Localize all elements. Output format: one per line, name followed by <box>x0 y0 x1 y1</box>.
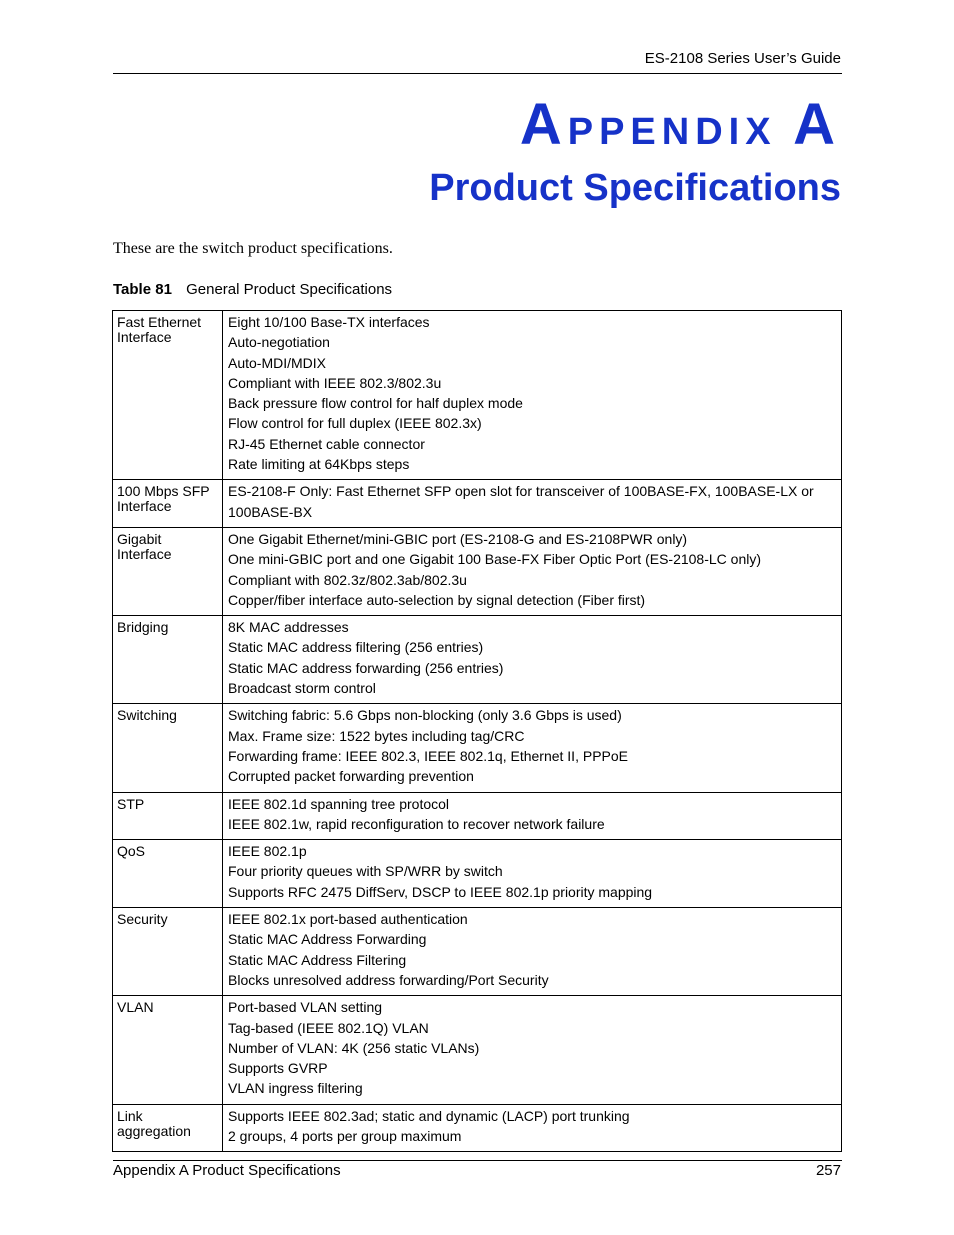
detail-line: Forwarding frame: IEEE 802.3, IEEE 802.1q, Ethernet II, PPPoE <box>228 747 628 764</box>
detail-line: ES-2108-F Only: Fast Ethernet SFP open slot for transceiver of 100BASE-FX, 100BASE-LX or 100BASE-BX <box>228 483 814 520</box>
spec-table <box>112 310 842 1152</box>
footer-section-title: Appendix A Product Specifications <box>113 1162 341 1179</box>
detail-line: IEEE 802.1x port-based authentication <box>228 911 468 928</box>
detail-line: Supports RFC 2475 DiffServ, DSCP to IEEE 802.1p priority mapping <box>228 883 653 900</box>
detail-line: Back pressure flow control for half duplex mode <box>228 395 523 412</box>
table-row <box>113 792 842 840</box>
table-caption <box>113 281 392 298</box>
spec-table-body <box>113 311 842 1152</box>
detail-line: Compliant with IEEE 802.3/802.3u <box>228 374 442 391</box>
details-cell <box>223 704 842 792</box>
table-row <box>113 1104 842 1152</box>
table-row <box>113 616 842 704</box>
detail-line: Switching fabric: 5.6 Gbps non-blocking (only 3.6 Gbps is used) <box>228 707 622 724</box>
detail-line: Number of VLAN: 4K (256 static VLANs) <box>228 1039 480 1056</box>
detail-line: IEEE 802.1p <box>228 843 307 860</box>
detail-line: Static MAC Address Filtering <box>228 951 407 968</box>
detail-line: Flow control for full duplex (IEEE 802.3x) <box>228 415 482 432</box>
table-row <box>113 996 842 1104</box>
feature-cell: Link aggregation <box>113 1104 223 1152</box>
detail-line: Blocks unresolved address forwarding/Port Security <box>228 971 549 988</box>
table-row <box>113 840 842 908</box>
detail-line: Four priority queues with SP/WRR by switch <box>228 863 503 880</box>
footer-rule <box>113 1160 842 1161</box>
feature-cell: Gigabit Interface <box>113 527 223 615</box>
running-header-title: ES-2108 Series User’s Guide <box>644 50 841 67</box>
header-rule <box>113 73 842 74</box>
table-row <box>113 480 842 528</box>
table-caption-title: General Product Specifications <box>186 281 393 298</box>
detail-line: One Gigabit Ethernet/mini-GBIC port (ES-2108-G and ES-2108PWR only) <box>228 530 688 547</box>
detail-line: Copper/fiber interface auto-selection by signal detection (Fiber first) <box>228 591 646 608</box>
detail-line: Port-based VLAN setting <box>228 999 383 1016</box>
detail-line: Broadcast storm control <box>228 680 376 697</box>
table-row <box>113 311 842 480</box>
appendix-word-rest: PPENDIX <box>567 111 777 153</box>
detail-line: RJ-45 Ethernet cable connector <box>228 435 425 452</box>
detail-line: Eight 10/100 Base-TX interfaces <box>228 314 430 330</box>
detail-line: 8K MAC addresses <box>228 619 349 636</box>
detail-line: Static MAC address forwarding (256 entries) <box>228 659 504 676</box>
feature-cell: 100 Mbps SFP Interface <box>113 480 223 528</box>
details-cell <box>223 840 842 908</box>
detail-line: Tag-based (IEEE 802.1Q) VLAN <box>228 1019 429 1036</box>
table-row <box>113 527 842 615</box>
detail-line: Max. Frame size: 1522 bytes including tag/CRC <box>228 727 525 744</box>
details-cell <box>223 1104 842 1152</box>
chapter-title: Product Specifications <box>429 167 841 209</box>
page-number: 257 <box>815 1162 841 1179</box>
details-cell <box>223 792 842 840</box>
details-cell <box>223 908 842 996</box>
table-caption-number: Table 81 <box>113 281 172 298</box>
detail-line: Rate limiting at 64Kbps steps <box>228 456 410 473</box>
detail-line: IEEE 802.1w, rapid reconfiguration to recover network failure <box>228 815 605 832</box>
detail-line: Supports IEEE 802.3ad; static and dynamic (LACP) port trunking <box>228 1107 630 1124</box>
details-cell <box>223 311 842 480</box>
feature-cell: STP <box>113 792 223 840</box>
feature-cell: VLAN <box>113 996 223 1104</box>
feature-cell: Bridging <box>113 616 223 704</box>
feature-cell: Security <box>113 908 223 996</box>
table-row <box>113 908 842 996</box>
detail-line: Auto-negotiation <box>228 334 330 351</box>
detail-line: VLAN ingress filtering <box>228 1080 363 1097</box>
detail-line: Static MAC Address Forwarding <box>228 931 427 948</box>
appendix-initial: A <box>519 92 568 157</box>
detail-line: Compliant with 802.3z/802.3ab/802.3u <box>228 571 467 588</box>
detail-line: Supports GVRP <box>228 1060 328 1077</box>
details-cell <box>223 616 842 704</box>
appendix-letter: A <box>793 92 841 157</box>
detail-line: IEEE 802.1d spanning tree protocol <box>228 795 450 812</box>
feature-cell: QoS <box>113 840 223 908</box>
detail-line: Static MAC address filtering (256 entries) <box>228 639 484 656</box>
feature-cell: Fast Ethernet Interface <box>113 311 223 480</box>
details-cell <box>223 480 842 528</box>
table-row <box>113 704 842 792</box>
detail-line: One mini-GBIC port and one Gigabit 100 Base-FX Fiber Optic Port (ES-2108-LC only) <box>228 551 762 568</box>
detail-line: Auto-MDI/MDIX <box>228 354 327 371</box>
detail-line: Corrupted packet forwarding prevention <box>228 768 474 785</box>
detail-line: 2 groups, 4 ports per group maximum <box>228 1127 462 1144</box>
intro-paragraph: These are the switch product specifications. <box>113 240 393 257</box>
feature-cell: Switching <box>113 704 223 792</box>
appendix-heading <box>519 92 841 157</box>
details-cell <box>223 996 842 1104</box>
details-cell <box>223 527 842 615</box>
